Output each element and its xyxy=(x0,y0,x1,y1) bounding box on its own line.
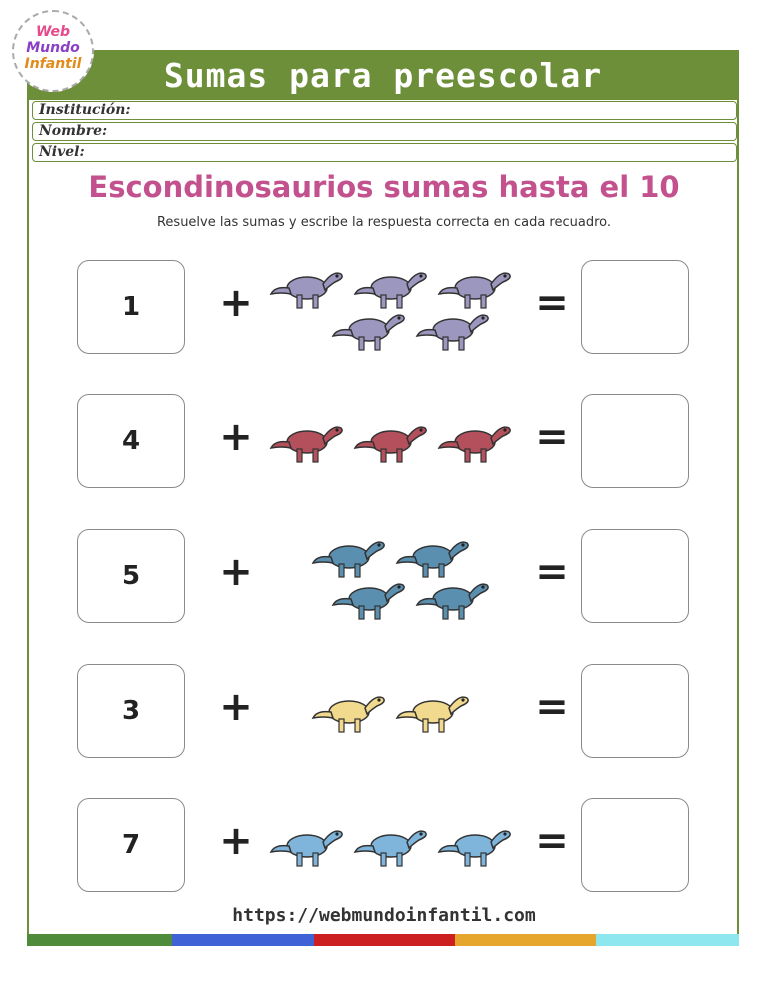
header-banner xyxy=(27,50,739,100)
blue-sauropod-icon xyxy=(437,820,517,874)
nombre-field[interactable] xyxy=(32,122,737,141)
footer-bar-segment xyxy=(172,934,314,946)
web-mundo-infantil-logo xyxy=(12,10,94,92)
addend-box: 1 xyxy=(77,260,185,354)
plus-sign: + xyxy=(219,280,253,326)
footer-bar-segment xyxy=(455,934,596,946)
purple-raptor-icon xyxy=(331,304,411,358)
equals-sign: = xyxy=(535,818,569,864)
footer-bar-segment xyxy=(27,934,172,946)
red-tyrannosaur-icon xyxy=(269,416,349,470)
plus-sign: + xyxy=(219,684,253,730)
website-url: https://webmundoinfantil.com xyxy=(232,905,536,926)
answer-box[interactable] xyxy=(581,529,689,623)
yellow-ankylosaur-icon xyxy=(395,686,475,740)
blue-sauropod-icon xyxy=(353,820,433,874)
answer-box[interactable] xyxy=(581,664,689,758)
blue-sauropod-icon xyxy=(269,820,349,874)
equals-sign: = xyxy=(535,414,569,460)
logo-line-3: Infantil xyxy=(24,56,82,72)
answer-box[interactable] xyxy=(581,260,689,354)
equals-sign: = xyxy=(535,684,569,730)
plus-sign: + xyxy=(219,549,253,595)
worksheet-title: Escondinosaurios sumas hasta el 10 xyxy=(88,170,680,204)
addend-box: 4 xyxy=(77,394,185,488)
logo-line-2: Mundo xyxy=(26,40,80,56)
footer-bar-segment xyxy=(596,934,739,946)
equals-sign: = xyxy=(535,280,569,326)
nombre-label: Nombre: xyxy=(39,123,108,139)
addend-box: 7 xyxy=(77,798,185,892)
nivel-label: Nivel: xyxy=(39,144,85,160)
logo-line-1: Web xyxy=(35,24,71,40)
answer-box[interactable] xyxy=(581,798,689,892)
purple-raptor-icon xyxy=(415,304,495,358)
blue-spinosaurus-icon xyxy=(331,573,411,627)
blue-spinosaurus-icon xyxy=(415,573,495,627)
page-title: Sumas para preescolar xyxy=(163,56,603,95)
yellow-ankylosaur-icon xyxy=(311,686,391,740)
instructions: Resuelve las sumas y escribe la respuesta correcta en cada recuadro. xyxy=(156,215,612,230)
plus-sign: + xyxy=(219,414,253,460)
addend-box: 3 xyxy=(77,664,185,758)
equals-sign: = xyxy=(535,549,569,595)
nivel-field[interactable] xyxy=(32,143,737,162)
red-tyrannosaur-icon xyxy=(353,416,433,470)
addend-box: 5 xyxy=(77,529,185,623)
footer-bar-segment xyxy=(314,934,455,946)
plus-sign: + xyxy=(219,818,253,864)
answer-box[interactable] xyxy=(581,394,689,488)
red-tyrannosaur-icon xyxy=(437,416,517,470)
institucion-field[interactable] xyxy=(32,101,737,120)
institucion-label: Institución: xyxy=(39,102,131,118)
